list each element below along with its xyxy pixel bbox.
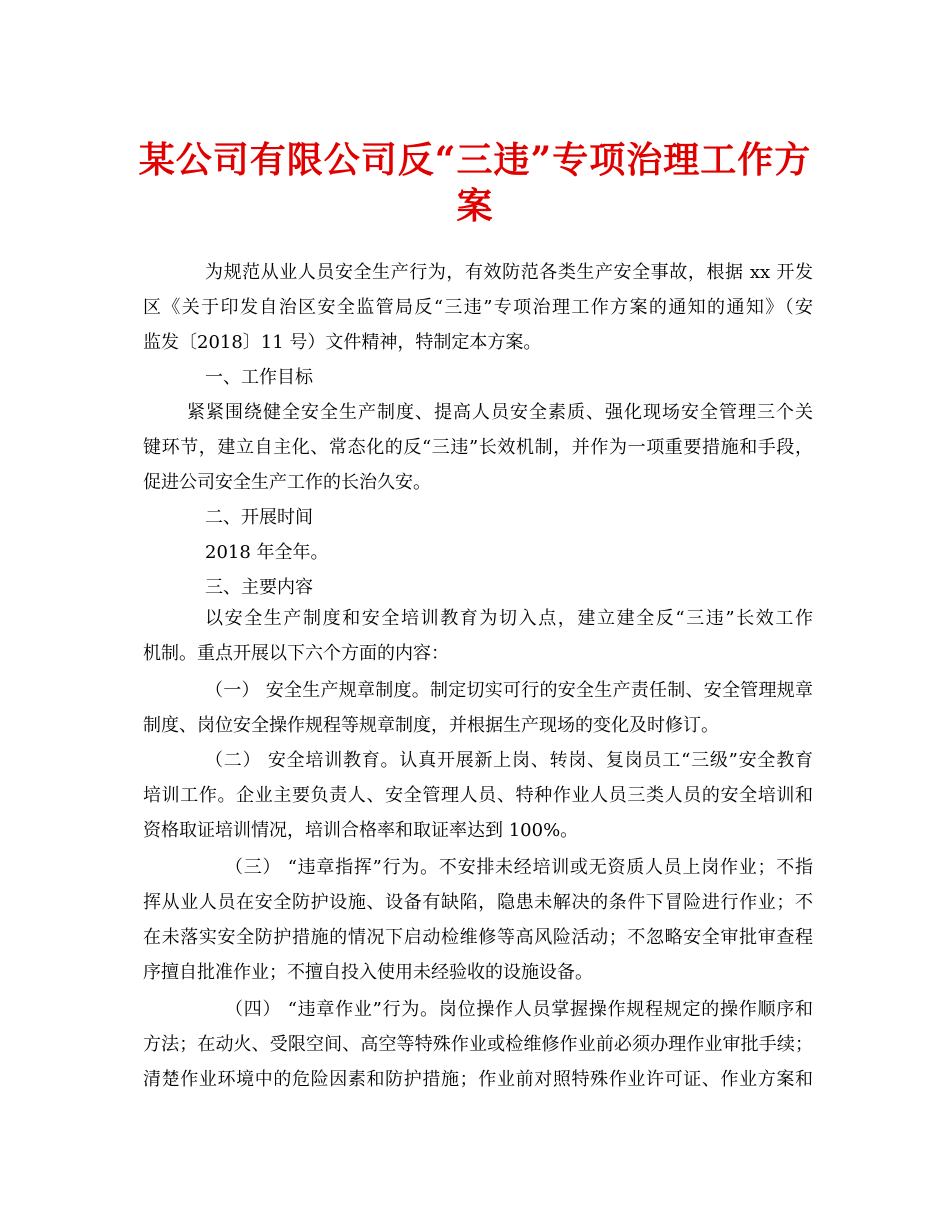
body-line: （一） 安全生产规章制度。制定切实可行的安全生产责任制、安全管理规章 — [205, 680, 813, 701]
body-line: 清楚作业环境中的危险因素和防护措施；作业前对照特殊作业许可证、作业方案和 — [143, 1069, 813, 1090]
document-title-line-2: 案 — [456, 185, 494, 227]
body-line: 为规范从业人员安全生产行为，有效防范各类生产安全事故，根据 xx 开发 — [205, 262, 813, 283]
body-line: 2018 年全年。 — [205, 542, 329, 563]
body-line: 方法；在动火、受限空间、高空等特殊作业或检维修作业前必须办理作业审批手续； — [143, 1034, 813, 1055]
body-line: （二） 安全培训教育。认真开展新上岗、转岗、复岗员工“三级”安全教育 — [205, 750, 813, 771]
body-line: 紧紧围绕健全安全生产制度、提高人员安全素质、强化现场安全管理三个关 — [187, 402, 813, 423]
section-heading: 二、开展时间 — [205, 507, 313, 528]
section-heading: 三、主要内容 — [205, 577, 313, 598]
body-line: （四） “违章作业”行为。岗位操作人员掌握操作规程规定的操作顺序和 — [225, 999, 813, 1020]
document-title-line-1: 某公司有限公司反“三违”专项治理工作方 — [138, 139, 812, 181]
body-line: 机制。重点开展以下六个方面的内容： — [143, 643, 449, 664]
section-heading: 一、工作目标 — [205, 367, 313, 388]
body-line: 制度、岗位安全操作规程等规章制度，并根据生产现场的变化及时修订。 — [143, 715, 719, 736]
body-line: 以安全生产制度和安全培训教育为切入点，建立建全反“三违”长效工作 — [205, 608, 813, 629]
body-line: 挥从业人员在安全防护设施、设备有缺陷，隐患未解决的条件下冒险进行作业；不 — [143, 892, 813, 913]
body-line: 序擅自批准作业；不擅自投入使用未经验收的设施设备。 — [143, 962, 593, 983]
body-line: 在未落实安全防护措施的情况下启动检维修等高风险活动；不忽略安全审批审查程 — [143, 927, 813, 948]
body-line: 键环节，建立自主化、常态化的反“三违”长效机制，并作为一项重要措施和手段， — [143, 437, 813, 458]
body-line: 资格取证培训情况，培训合格率和取证率达到 100%。 — [143, 820, 579, 841]
body-line: 培训工作。企业主要负责人、安全管理人员、特种作业人员三类人员的安全培训和 — [143, 785, 813, 806]
body-line: （三） “违章指挥”行为。不安排未经培训或无资质人员上岗作业；不指 — [225, 857, 813, 878]
body-line: 促进公司安全生产工作的长治久安。 — [143, 472, 431, 493]
body-line: 区《关于印发自治区安全监管局反“三违”专项治理工作方案的通知的通知》（安 — [143, 297, 813, 318]
body-line: 监发〔2018〕11 号）文件精神，特制定本方案。 — [143, 332, 542, 353]
